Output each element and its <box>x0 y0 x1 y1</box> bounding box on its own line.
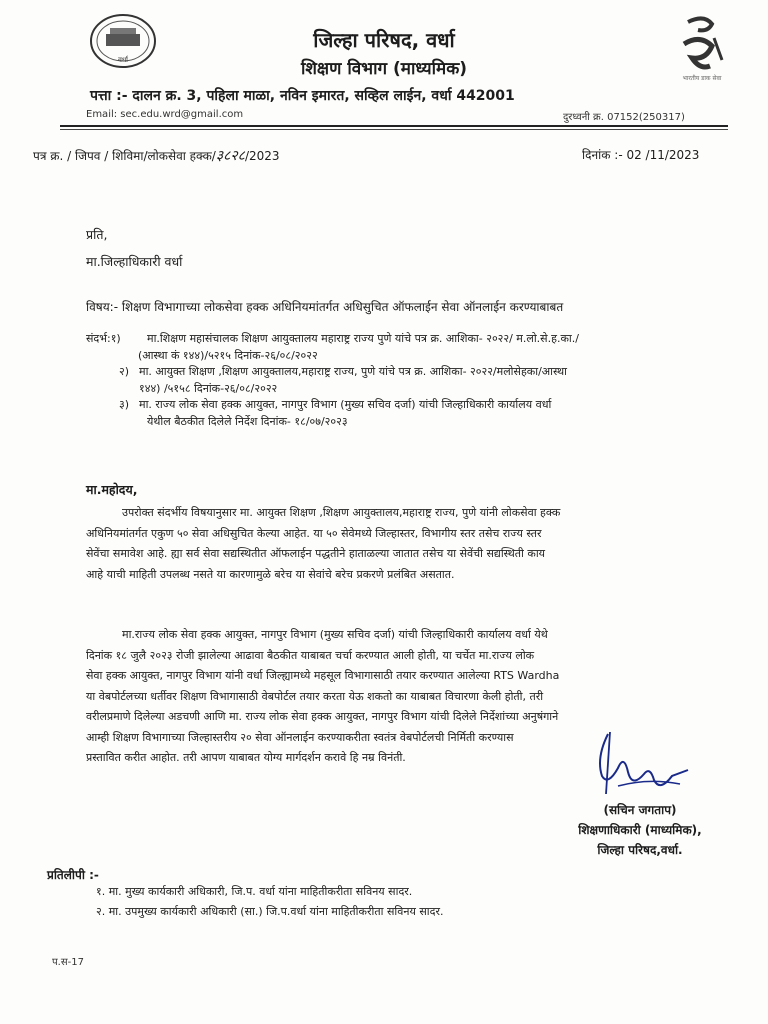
reference-item <box>119 364 736 397</box>
paragraph-line: उपरोक्त संदर्भीय विषयानुसार मा. आयुक्त शिक्षण ,शिक्षण आयुक्तालय,महाराष्ट्र राज्य, पुणे यांनी लोकसेवा हक्क <box>122 506 561 519</box>
paragraph-line: सेवा हक्क आयुक्त, नागपुर विभाग यांनी वर्धा जिल्ह्यामध्ये महसूल विभागासाठी तयार करण्यात आलेल्या RTS Wardha <box>86 669 560 682</box>
reference-item <box>86 331 736 364</box>
signatory-block <box>540 800 740 860</box>
reference-label: २) <box>119 365 130 378</box>
copy-to-item: २. मा. उपमुख्य कार्यकारी अधिकारी (सा.) जि.प.वर्धा यांना माहितीकरीता सविनय सादर. <box>96 905 444 918</box>
page-footer: प.स-17 <box>52 957 84 968</box>
header-rule <box>60 125 728 127</box>
paragraph-line: अधिनियमांतर्गत एकुण ५० सेवा अधिसुचित केल्या आहेत. या ५० सेवेमध्ये जिल्हास्तर, विभागीय स्तर तसेच राज्य स्तर <box>86 526 542 540</box>
paragraph-line: प्रस्तावित करीत आहोत. तरी आपण याबाबत योग्य मार्गदर्शन करावे हि नम्र विनंती. <box>86 751 406 764</box>
paragraph-line: आम्ही शिक्षण विभागाच्या जिल्हास्तरीय २० सेवा ऑनलाईन करण्याकरीता स्वतंत्र वेबपोर्टलची निर्मिती करण्यास <box>86 730 514 744</box>
header-rule-thin <box>60 129 728 130</box>
signatory-name: (सचिन जगताप) <box>603 803 677 817</box>
paragraph-line: मा.राज्य लोक सेवा हक्क आयुक्त, नागपुर विभाग (मुख्य सचिव दर्जा) यांची जिल्हाधिकारी कार्यालय वर्धा येथे <box>122 628 548 641</box>
addressee-name: मा.जिल्हाधिकारी वर्धा <box>86 254 183 269</box>
paragraph-line: दिनांक १८ जुलै २०२३ रोजी झालेल्या आढावा बैठकीत याबाबत चर्चा करण्यात आली होती, या चर्चेत मा.राज्य लोक <box>86 648 535 662</box>
letter-number-prefix: पत्र क्र. / जिपव / शिविमा/लोकसेवा हक्क/ <box>33 149 216 163</box>
letter-number <box>33 146 280 165</box>
paragraph-line: आहे याची माहिती उपलब्ध नसते या कारणामुळे बरेच या सेवांचे बरेच प्रकरणे प्रलंबित असतात. <box>86 567 455 581</box>
letter-number-suffix: /2023 <box>244 149 280 163</box>
letter-date: दिनांक :- 02 /11/2023 <box>582 148 700 162</box>
svg-text:वर्धा: वर्धा <box>117 56 129 64</box>
office-phone: दुरध्वनी क्र. 07152(250317) <box>563 112 685 123</box>
reference-line: मा. आयुक्त शिक्षण ,शिक्षण आयुक्तालय,महाराष्ट्र राज्य, पुणे यांचे पत्र क्र. आशिका- २०२२/मलोसेहका/आस्था <box>139 365 567 378</box>
paragraph-line: वरीलप्रमाणे दिलेल्या अडचणी आणि मा. राज्य लोक सेवा हक्क आयुक्त, नागपुर विभाग यांची दिलेले निर्देशांच्या अनुषंगाने <box>86 710 559 723</box>
reference-label: ३) <box>119 398 130 411</box>
paragraph-line: या वेबपोर्टलच्या धर्तीवर शिक्षण विभागासाठी वेबपोर्टल तयार करता येऊ शकतो का याबाबत विचारणा केली होती, तरी <box>86 689 544 703</box>
references-list <box>86 331 736 430</box>
copy-to-list <box>96 882 443 922</box>
department-name: शिक्षण विभाग (माध्यमिक) <box>300 59 468 79</box>
reference-item <box>119 397 736 430</box>
reference-line: मा. राज्य लोक सेवा हक्क आयुक्त, नागपुर विभाग (मुख्य सचिव दर्जा) यांची जिल्हाधिकारी कार्यालय वर्धा <box>139 398 552 411</box>
copy-to-title: प्रतिलीपी :- <box>47 868 99 882</box>
letter-number-handwritten: ३८२८ <box>215 148 245 164</box>
reference-line: येथील बैठकीत दिलेले निर्देश दिनांक- १८/०७/२०२३ <box>147 414 348 428</box>
reference-line: मा.शिक्षण महासंचालक शिक्षण आयुक्तालय महाराष्ट्र राज्य पुणे यांचे पत्र क्र. आशिका- २०२२/ म.लो.से.ह.का./ <box>147 332 579 345</box>
paragraph-line: सेवेंचा समावेश आहे. ह्या सर्व सेवा सद्यस्थितीत ऑफलाईन पद्धतीने हाताळल्या जातात तसेच या सेवेंची सद्यस्थिती काय <box>86 547 546 560</box>
letter-subject: विषय:- शिक्षण विभागाच्या लोकसेवा हक्क अधिनियमांतर्गत अधिसुचित ऑफलाईन सेवा ऑनलाईन करण्याबाबत <box>86 300 564 314</box>
reference-label: संदर्भ:१) <box>86 332 121 345</box>
copy-to-item: १. मा. मुख्य कार्यकारी अधिकारी, जि.प. वर्धा यांना माहितीकरीता सविनय सादर. <box>96 885 413 898</box>
body-paragraph-1 <box>86 503 726 585</box>
org-name: जिल्हा परिषद, वर्धा <box>313 28 455 52</box>
handwritten-signature <box>588 728 700 800</box>
salutation: मा.महोदय, <box>86 482 138 497</box>
office-address: पत्ता :- दालन क्र. 3, पहिला माळा, नविन इमारत, सव्हिल लाईन, वर्धा 442001 <box>90 88 515 104</box>
reference-line: (आस्था कं १४४)/५२१५ दिनांक-२६/०८/२०२२ <box>138 348 318 362</box>
signatory-office: जिल्हा परिषद,वर्धा. <box>597 843 683 857</box>
signatory-designation: शिक्षणाधिकारी (माध्यमिक), <box>578 823 702 837</box>
reference-line: १४४) /५१५८ दिनांक-२६/०८/२०२२ <box>139 381 278 395</box>
addressee-prefix: प्रति, <box>86 227 108 242</box>
right-logo-caption: भारतीय डाक सेवा <box>682 75 722 82</box>
office-email: Email: sec.edu.wrd@gmail.com <box>86 109 244 120</box>
